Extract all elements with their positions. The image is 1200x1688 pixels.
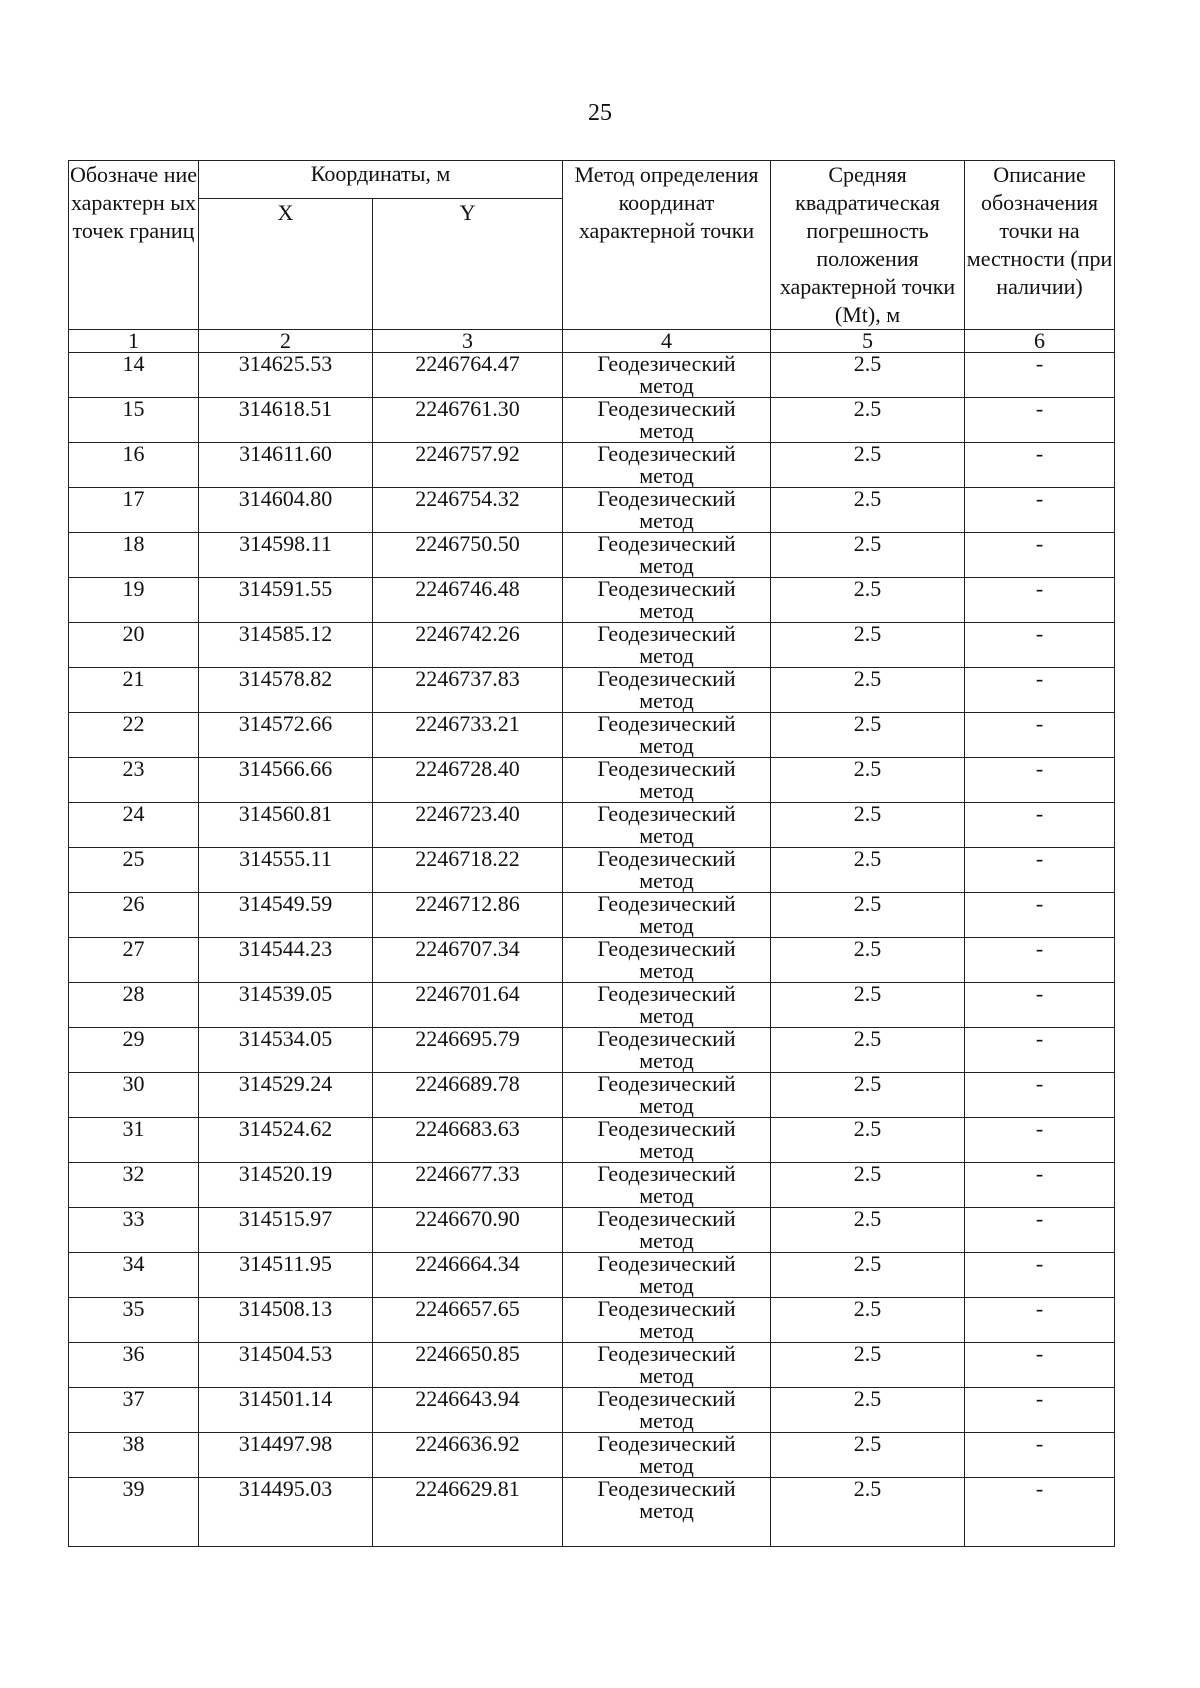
y-coordinate-cell: 2246737.83 xyxy=(373,668,563,713)
table-row xyxy=(69,1028,1115,1073)
method-cell xyxy=(563,623,771,668)
method-line-1: Геодезический xyxy=(597,1431,736,1456)
description-cell: - xyxy=(965,1388,1115,1433)
point-id-cell: 33 xyxy=(69,1208,199,1253)
point-id-cell: 28 xyxy=(69,983,199,1028)
description-cell: - xyxy=(965,1028,1115,1073)
x-coordinate-cell: 314520.19 xyxy=(199,1163,373,1208)
x-coordinate-cell: 314515.97 xyxy=(199,1208,373,1253)
x-coordinate-cell: 314495.03 xyxy=(199,1478,373,1547)
method-cell xyxy=(563,1118,771,1163)
description-cell: - xyxy=(965,1208,1115,1253)
x-coordinate-cell: 314544.23 xyxy=(199,938,373,983)
point-id-cell: 29 xyxy=(69,1028,199,1073)
mt-error-cell: 2.5 xyxy=(771,1478,965,1547)
method-line-1: Геодезический xyxy=(597,621,736,646)
mt-error-cell: 2.5 xyxy=(771,623,965,668)
method-cell xyxy=(563,1028,771,1073)
column-number: 2 xyxy=(199,330,373,353)
x-coordinate-cell: 314604.80 xyxy=(199,488,373,533)
y-coordinate-cell: 2246718.22 xyxy=(373,848,563,893)
point-id-cell: 37 xyxy=(69,1388,199,1433)
y-coordinate-cell: 2246657.65 xyxy=(373,1298,563,1343)
method-line-1: Геодезический xyxy=(597,441,736,466)
method-line-1: Геодезический xyxy=(597,486,736,511)
y-coordinate-cell: 2246746.48 xyxy=(373,578,563,623)
x-coordinate-cell: 314578.82 xyxy=(199,668,373,713)
header-point-designation: Обозначе ние характерн ых точек границ xyxy=(69,161,199,330)
method-line-1: Геодезический xyxy=(597,756,736,781)
method-line-2: метод xyxy=(639,1363,694,1388)
x-coordinate-cell: 314555.11 xyxy=(199,848,373,893)
table-row xyxy=(69,938,1115,983)
method-line-1: Геодезический xyxy=(597,351,736,376)
x-coordinate-cell: 314508.13 xyxy=(199,1298,373,1343)
x-coordinate-cell: 314560.81 xyxy=(199,803,373,848)
method-line-2: метод xyxy=(639,463,694,488)
method-line-2: метод xyxy=(639,1453,694,1478)
method-line-2: метод xyxy=(639,553,694,578)
x-coordinate-cell: 314572.66 xyxy=(199,713,373,758)
y-coordinate-cell: 2246689.78 xyxy=(373,1073,563,1118)
y-coordinate-cell: 2246754.32 xyxy=(373,488,563,533)
x-coordinate-cell: 314511.95 xyxy=(199,1253,373,1298)
table-row xyxy=(69,983,1115,1028)
mt-error-cell: 2.5 xyxy=(771,668,965,713)
table-row xyxy=(69,1208,1115,1253)
method-line-1: Геодезический xyxy=(597,846,736,871)
method-line-2: метод xyxy=(639,913,694,938)
method-line-1: Геодезический xyxy=(597,1341,736,1366)
table-row xyxy=(69,1298,1115,1343)
method-cell xyxy=(563,803,771,848)
y-coordinate-cell: 2246643.94 xyxy=(373,1388,563,1433)
table-row xyxy=(69,893,1115,938)
column-number: 1 xyxy=(69,330,199,353)
method-cell xyxy=(563,353,771,398)
x-coordinate-cell: 314539.05 xyxy=(199,983,373,1028)
y-coordinate-cell: 2246677.33 xyxy=(373,1163,563,1208)
table-row xyxy=(69,623,1115,668)
table-row xyxy=(69,578,1115,623)
description-cell: - xyxy=(965,713,1115,758)
table-row xyxy=(69,1433,1115,1478)
mt-error-cell: 2.5 xyxy=(771,1163,965,1208)
y-coordinate-cell: 2246683.63 xyxy=(373,1118,563,1163)
y-coordinate-cell: 2246723.40 xyxy=(373,803,563,848)
method-cell xyxy=(563,1388,771,1433)
x-coordinate-cell: 314524.62 xyxy=(199,1118,373,1163)
method-cell xyxy=(563,713,771,758)
point-id-cell: 31 xyxy=(69,1118,199,1163)
point-id-cell: 24 xyxy=(69,803,199,848)
mt-error-cell: 2.5 xyxy=(771,803,965,848)
mt-error-cell: 2.5 xyxy=(771,893,965,938)
point-id-cell: 22 xyxy=(69,713,199,758)
method-line-2: метод xyxy=(639,1318,694,1343)
method-cell xyxy=(563,983,771,1028)
point-id-cell: 19 xyxy=(69,578,199,623)
table-row xyxy=(69,713,1115,758)
method-cell xyxy=(563,1478,771,1547)
method-line-2: метод xyxy=(639,688,694,713)
x-coordinate-cell: 314598.11 xyxy=(199,533,373,578)
table-row xyxy=(69,443,1115,488)
y-coordinate-cell: 2246670.90 xyxy=(373,1208,563,1253)
method-line-2: метод xyxy=(639,418,694,443)
method-line-2: метод xyxy=(639,1408,694,1433)
mt-error-cell: 2.5 xyxy=(771,533,965,578)
method-line-1: Геодезический xyxy=(597,1251,736,1276)
method-cell xyxy=(563,1163,771,1208)
y-coordinate-cell: 2246712.86 xyxy=(373,893,563,938)
mt-error-cell: 2.5 xyxy=(771,398,965,443)
point-id-cell: 32 xyxy=(69,1163,199,1208)
mt-error-cell: 2.5 xyxy=(771,1208,965,1253)
mt-error-cell: 2.5 xyxy=(771,488,965,533)
method-line-1: Геодезический xyxy=(597,1206,736,1231)
x-coordinate-cell: 314618.51 xyxy=(199,398,373,443)
mt-error-cell: 2.5 xyxy=(771,1298,965,1343)
column-number: 3 xyxy=(373,330,563,353)
method-line-2: метод xyxy=(639,508,694,533)
method-line-1: Геодезический xyxy=(597,396,736,421)
method-line-2: метод xyxy=(639,1048,694,1073)
method-cell xyxy=(563,443,771,488)
table-row xyxy=(69,398,1115,443)
description-cell: - xyxy=(965,668,1115,713)
point-id-cell: 16 xyxy=(69,443,199,488)
method-line-2: метод xyxy=(639,778,694,803)
point-id-cell: 30 xyxy=(69,1073,199,1118)
mt-error-cell: 2.5 xyxy=(771,1343,965,1388)
description-cell: - xyxy=(965,353,1115,398)
header-method: Метод определения координат характерной точки xyxy=(563,161,771,330)
table-row xyxy=(69,533,1115,578)
description-cell: - xyxy=(965,938,1115,983)
point-id-cell: 14 xyxy=(69,353,199,398)
method-line-2: метод xyxy=(639,1138,694,1163)
description-cell: - xyxy=(965,848,1115,893)
method-line-1: Геодезический xyxy=(597,1116,736,1141)
table-row xyxy=(69,803,1115,848)
x-coordinate-cell: 314585.12 xyxy=(199,623,373,668)
description-cell: - xyxy=(965,803,1115,848)
method-cell xyxy=(563,1253,771,1298)
mt-error-cell: 2.5 xyxy=(771,353,965,398)
y-coordinate-cell: 2246733.21 xyxy=(373,713,563,758)
method-line-2: метод xyxy=(639,373,694,398)
x-coordinate-cell: 314591.55 xyxy=(199,578,373,623)
method-line-1: Геодезический xyxy=(597,1296,736,1321)
method-line-2: метод xyxy=(639,823,694,848)
description-cell: - xyxy=(965,1118,1115,1163)
method-cell xyxy=(563,1298,771,1343)
method-line-1: Геодезический xyxy=(597,1476,736,1501)
mt-error-cell: 2.5 xyxy=(771,578,965,623)
method-cell xyxy=(563,668,771,713)
point-id-cell: 21 xyxy=(69,668,199,713)
description-cell: - xyxy=(965,1253,1115,1298)
point-id-cell: 36 xyxy=(69,1343,199,1388)
description-cell: - xyxy=(965,1478,1115,1547)
table-row xyxy=(69,1478,1115,1547)
method-line-2: метод xyxy=(639,1093,694,1118)
header-coordinates-group: Координаты, м xyxy=(199,161,563,199)
table-row xyxy=(69,1343,1115,1388)
description-cell: - xyxy=(965,488,1115,533)
description-cell: - xyxy=(965,533,1115,578)
x-coordinate-cell: 314534.05 xyxy=(199,1028,373,1073)
header-y: Y xyxy=(373,199,563,330)
point-id-cell: 20 xyxy=(69,623,199,668)
method-line-2: метод xyxy=(639,643,694,668)
column-numbers-row xyxy=(69,330,1115,353)
x-coordinate-cell: 314497.98 xyxy=(199,1433,373,1478)
method-line-2: метод xyxy=(639,598,694,623)
y-coordinate-cell: 2246636.92 xyxy=(373,1433,563,1478)
description-cell: - xyxy=(965,893,1115,938)
column-number: 5 xyxy=(771,330,965,353)
method-cell xyxy=(563,1208,771,1253)
column-number: 4 xyxy=(563,330,771,353)
description-cell: - xyxy=(965,983,1115,1028)
method-cell xyxy=(563,848,771,893)
description-cell: - xyxy=(965,1073,1115,1118)
header-mean-square-error: Средняя квадратическая погрешность положения характерной точки (Mt), м xyxy=(771,161,965,330)
method-line-1: Геодезический xyxy=(597,1071,736,1096)
y-coordinate-cell: 2246742.26 xyxy=(373,623,563,668)
mt-error-cell: 2.5 xyxy=(771,1433,965,1478)
method-cell xyxy=(563,1073,771,1118)
method-line-1: Геодезический xyxy=(597,891,736,916)
x-coordinate-cell: 314529.24 xyxy=(199,1073,373,1118)
description-cell: - xyxy=(965,1343,1115,1388)
table-body xyxy=(69,353,1115,1547)
method-line-1: Геодезический xyxy=(597,981,736,1006)
description-cell: - xyxy=(965,578,1115,623)
description-cell: - xyxy=(965,758,1115,803)
description-cell: - xyxy=(965,1433,1115,1478)
x-coordinate-cell: 314566.66 xyxy=(199,758,373,803)
table-row xyxy=(69,1118,1115,1163)
mt-error-cell: 2.5 xyxy=(771,443,965,488)
method-line-2: метод xyxy=(639,1273,694,1298)
method-cell xyxy=(563,938,771,983)
method-line-1: Геодезический xyxy=(597,576,736,601)
point-id-cell: 25 xyxy=(69,848,199,893)
method-line-1: Геодезический xyxy=(597,936,736,961)
method-cell xyxy=(563,893,771,938)
table-row xyxy=(69,1253,1115,1298)
method-line-2: метод xyxy=(639,1183,694,1208)
y-coordinate-cell: 2246757.92 xyxy=(373,443,563,488)
point-id-cell: 34 xyxy=(69,1253,199,1298)
mt-error-cell: 2.5 xyxy=(771,1028,965,1073)
table-row xyxy=(69,1163,1115,1208)
method-line-2: метод xyxy=(639,1003,694,1028)
point-id-cell: 39 xyxy=(69,1478,199,1547)
point-id-cell: 18 xyxy=(69,533,199,578)
method-line-1: Геодезический xyxy=(597,711,736,736)
method-line-2: метод xyxy=(639,1228,694,1253)
description-cell: - xyxy=(965,1163,1115,1208)
description-cell: - xyxy=(965,1298,1115,1343)
y-coordinate-cell: 2246650.85 xyxy=(373,1343,563,1388)
method-cell xyxy=(563,758,771,803)
method-line-2: метод xyxy=(639,868,694,893)
header-description: Описание обозначения точки на местности (при наличии) xyxy=(965,161,1115,330)
method-line-1: Геодезический xyxy=(597,1386,736,1411)
method-line-1: Геодезический xyxy=(597,531,736,556)
y-coordinate-cell: 2246664.34 xyxy=(373,1253,563,1298)
x-coordinate-cell: 314625.53 xyxy=(199,353,373,398)
y-coordinate-cell: 2246728.40 xyxy=(373,758,563,803)
method-cell xyxy=(563,1343,771,1388)
header-x: X xyxy=(199,199,373,330)
x-coordinate-cell: 314501.14 xyxy=(199,1388,373,1433)
method-line-1: Геодезический xyxy=(597,666,736,691)
table-row xyxy=(69,848,1115,893)
mt-error-cell: 2.5 xyxy=(771,758,965,803)
point-id-cell: 26 xyxy=(69,893,199,938)
mt-error-cell: 2.5 xyxy=(771,1073,965,1118)
method-cell xyxy=(563,533,771,578)
description-cell: - xyxy=(965,443,1115,488)
y-coordinate-cell: 2246629.81 xyxy=(373,1478,563,1547)
point-id-cell: 15 xyxy=(69,398,199,443)
method-cell xyxy=(563,488,771,533)
x-coordinate-cell: 314549.59 xyxy=(199,893,373,938)
table-row xyxy=(69,758,1115,803)
method-line-2: метод xyxy=(639,1498,694,1523)
page-number: 25 xyxy=(588,100,612,126)
mt-error-cell: 2.5 xyxy=(771,938,965,983)
column-number: 6 xyxy=(965,330,1115,353)
method-cell xyxy=(563,578,771,623)
y-coordinate-cell: 2246701.64 xyxy=(373,983,563,1028)
mt-error-cell: 2.5 xyxy=(771,1253,965,1298)
y-coordinate-cell: 2246764.47 xyxy=(373,353,563,398)
point-id-cell: 23 xyxy=(69,758,199,803)
description-cell: - xyxy=(965,398,1115,443)
method-line-1: Геодезический xyxy=(597,1026,736,1051)
method-cell xyxy=(563,1433,771,1478)
table-row xyxy=(69,1073,1115,1118)
table-row xyxy=(69,1388,1115,1433)
mt-error-cell: 2.5 xyxy=(771,983,965,1028)
table-row xyxy=(69,353,1115,398)
point-id-cell: 38 xyxy=(69,1433,199,1478)
point-id-cell: 27 xyxy=(69,938,199,983)
method-line-2: метод xyxy=(639,958,694,983)
table-row xyxy=(69,488,1115,533)
point-id-cell: 17 xyxy=(69,488,199,533)
table-row xyxy=(69,668,1115,713)
method-line-2: метод xyxy=(639,733,694,758)
y-coordinate-cell: 2246695.79 xyxy=(373,1028,563,1073)
mt-error-cell: 2.5 xyxy=(771,1118,965,1163)
method-line-1: Геодезический xyxy=(597,801,736,826)
method-cell xyxy=(563,398,771,443)
y-coordinate-cell: 2246761.30 xyxy=(373,398,563,443)
mt-error-cell: 2.5 xyxy=(771,713,965,758)
method-line-1: Геодезический xyxy=(597,1161,736,1186)
coordinates-table xyxy=(68,160,1115,1547)
point-id-cell: 35 xyxy=(69,1298,199,1343)
mt-error-cell: 2.5 xyxy=(771,848,965,893)
y-coordinate-cell: 2246707.34 xyxy=(373,938,563,983)
mt-error-cell: 2.5 xyxy=(771,1388,965,1433)
description-cell: - xyxy=(965,623,1115,668)
x-coordinate-cell: 314504.53 xyxy=(199,1343,373,1388)
y-coordinate-cell: 2246750.50 xyxy=(373,533,563,578)
x-coordinate-cell: 314611.60 xyxy=(199,443,373,488)
